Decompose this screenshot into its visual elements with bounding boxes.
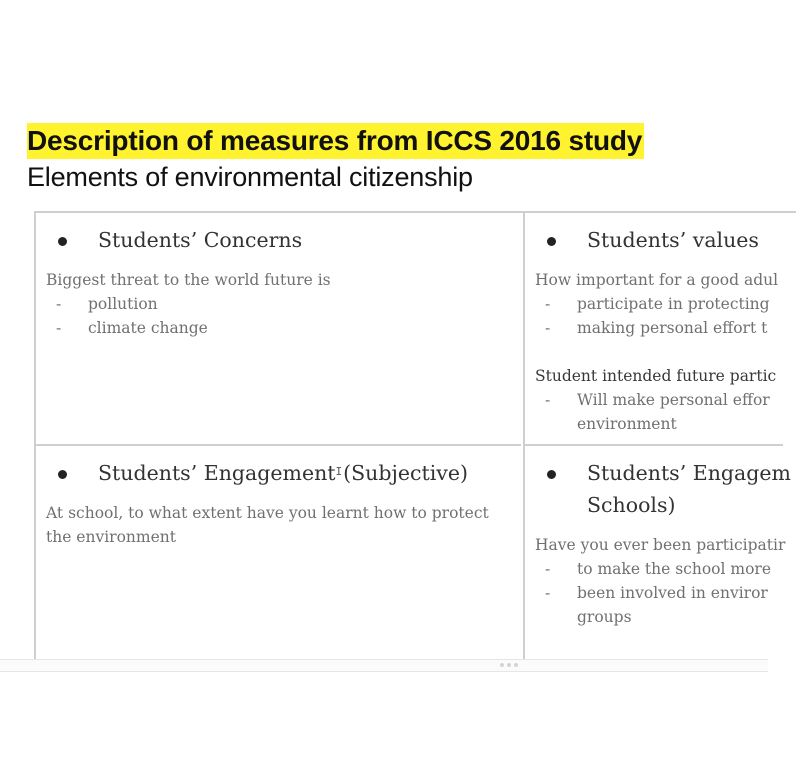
list-item: [525, 292, 783, 316]
list-item-text: climate change: [88, 319, 208, 337]
list-item: [525, 557, 783, 581]
bullet-icon: [547, 237, 556, 246]
cell-body-text: Have you ever been participatir: [535, 536, 786, 554]
cell-heading-line-2: Schools): [587, 493, 676, 517]
list-item-text: groups: [577, 608, 632, 626]
handle-dot: [514, 663, 518, 667]
handle-dot: [500, 663, 504, 667]
list-item: [525, 316, 783, 340]
text-cursor-icon: I: [335, 465, 343, 478]
dash-icon: -: [545, 319, 551, 337]
list-item: [525, 581, 783, 605]
cell-body-text: How important for a good adul: [535, 271, 779, 289]
cell-heading: [525, 224, 783, 256]
slide-subtitle[interactable]: Elements of environmental citizenship: [27, 162, 473, 192]
cell-students-engagement-subjective[interactable]: [36, 444, 521, 668]
cell-students-engagement-schools[interactable]: [523, 444, 791, 668]
dash-icon: -: [56, 319, 62, 337]
cell-heading: [36, 224, 521, 256]
list-item-text: been involved in enviror: [577, 584, 768, 602]
cell-students-concerns[interactable]: [36, 213, 521, 444]
list-item-text: Will make personal effor: [577, 391, 770, 409]
cell-heading-text-suffix: (Subjective): [343, 461, 468, 485]
cell-heading: [525, 457, 791, 521]
dash-icon: -: [545, 584, 551, 602]
title-wrap: [27, 123, 644, 159]
list-item: [36, 292, 521, 316]
slide-title[interactable]: Description of measures from ICCS 2016 study: [27, 123, 644, 159]
cell-heading-text: Students’ values: [587, 228, 759, 252]
cell-body-text-2: Student intended future partic: [535, 367, 777, 385]
bullet-icon: [547, 470, 556, 479]
list-item-text: participate in protecting: [577, 295, 770, 313]
list-item-text: to make the school more: [577, 560, 772, 578]
cell-heading-line-1: Students’ Engagem: [587, 461, 791, 485]
cell-body-text: At school, to what extent have you learnt how to protect the environment: [46, 504, 489, 546]
cell-body-text: Biggest threat to the world future is: [46, 271, 331, 289]
list-item-text: pollution: [88, 295, 158, 313]
cell-heading-text: Students’ Concerns: [98, 228, 303, 252]
dash-icon: -: [545, 295, 551, 313]
list-item-continuation: [525, 605, 783, 629]
dash-icon: -: [56, 295, 62, 313]
cell-heading-text: Students’ Engagement: [98, 461, 336, 485]
measures-table: [34, 211, 796, 668]
panel-resize-bar[interactable]: [0, 659, 768, 672]
list-item-continuation: [525, 412, 783, 436]
dash-icon: -: [545, 560, 551, 578]
list-item: [525, 388, 783, 412]
cell-heading: [36, 457, 521, 489]
handle-dot: [507, 663, 511, 667]
more-horizontal-icon[interactable]: [500, 663, 518, 667]
spacer: [525, 340, 783, 364]
bullet-icon: [58, 237, 67, 246]
dash-icon: -: [545, 391, 551, 409]
list-item: [36, 316, 521, 340]
cell-students-values[interactable]: [523, 213, 783, 444]
list-item-text: making personal effort t: [577, 319, 768, 337]
bullet-icon: [58, 470, 67, 479]
list-item-text: environment: [577, 415, 677, 433]
